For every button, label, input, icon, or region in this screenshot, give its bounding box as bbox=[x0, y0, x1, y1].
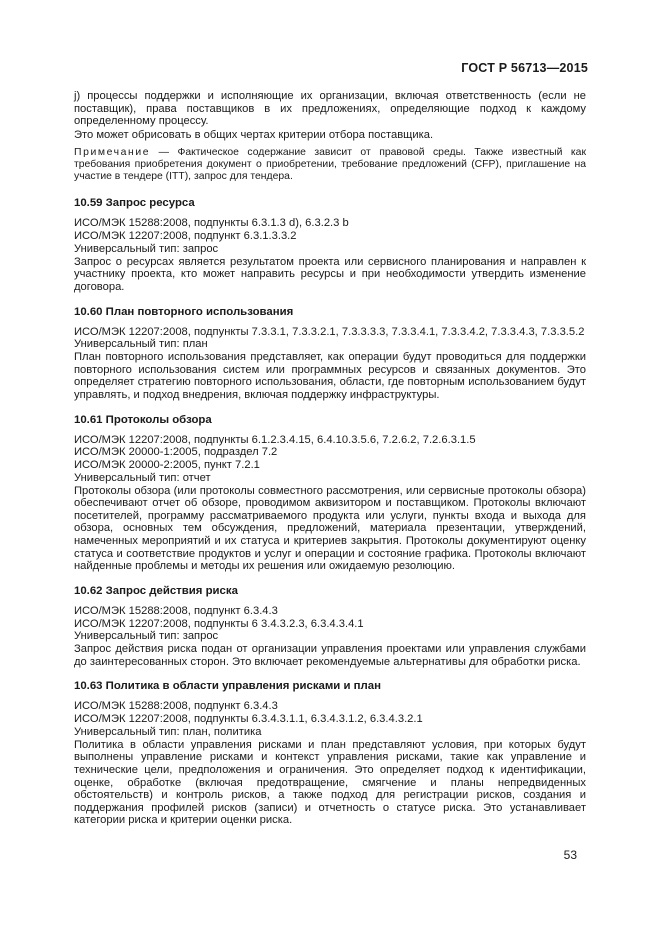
section-body: Запрос действия риска подан от организации управления проектами или управления службами до заинтересованных сторон. Это включает рекомендуемые альтернативы для обработки риска. bbox=[74, 643, 586, 668]
reference-line: ИСО/МЭК 15288:2008, подпункт 6.3.4.3 bbox=[74, 604, 278, 617]
reference-line: ИСО/МЭК 15288:2008, подпункты 6.3.1.3 d), 6.3.2.3 b bbox=[74, 217, 349, 230]
reference-line: ИСО/МЭК 12207:2008, подпункты 6.1.2.3.4.15, 6.4.10.3.5.6, 7.2.6.2, 7.2.6.3.1.5 bbox=[74, 433, 476, 446]
section-10-61 bbox=[74, 414, 586, 573]
page-content bbox=[74, 90, 586, 827]
reference-line: ИСО/МЭК 12207:2008, подпункты 6 3.4.3.2.3, 6.3.4.3.4.1 bbox=[74, 617, 364, 630]
reference-line: Универсальный тип: запрос bbox=[74, 630, 219, 643]
note-label: Примечание bbox=[74, 147, 151, 159]
section-body: Запрос о ресурсах является результатом проекта или сервисного планирования и направлен к участнику проекта, кто может направить ресурсы и при необходимости утвердить изменение договора. bbox=[74, 255, 586, 293]
reference-line: ИСО/МЭК 12207:2008, подпункты 7.3.3.1, 7.3.3.2.1, 7.3.3.3.3, 7.3.3.4.1, 7.3.3.4.2, 7.3.3.4.3, 7.3.3.5.2 bbox=[74, 325, 585, 338]
page-number: 53 bbox=[563, 848, 577, 862]
section-title: 10.62 Запрос действия риска bbox=[74, 584, 238, 597]
section-title: 10.60 План повторного использования bbox=[74, 305, 294, 318]
reference-line: Универсальный тип: запрос bbox=[74, 242, 219, 255]
intro-outline: Это может обрисовать в общих чертах критерии отбора поставщика. bbox=[74, 128, 434, 141]
section-10-59 bbox=[74, 197, 586, 293]
section-10-63 bbox=[74, 680, 586, 827]
reference-line: ИСО/МЭК 20000-2:2005, пункт 7.2.1 bbox=[74, 459, 260, 472]
note bbox=[74, 147, 586, 183]
reference-line: ИСО/МЭК 15288:2008, подпункт 6.3.4.3 bbox=[74, 700, 278, 713]
reference-line: ИСО/МЭК 12207:2008, подпункт 6.3.1.3.3.2 bbox=[74, 230, 297, 243]
reference-line: Универсальный тип: план bbox=[74, 338, 208, 351]
section-body: Протоколы обзора (или протоколы совместного рассмотрения, или сервисные протоколы обзора) обеспечивают отчет об обзоре, проводимом аквизитором и поставщиком. Протоколы включают посетителей, программу рассматриваемого продукта или услуги, пункты входа и выхода для обзора, основных тем обсуждения, предложений, материала презентации, утверждений, намеченных мероприятий и их статуса и критериев закрытия. Протоколы документируют оценку статуса и соответствие продуктов и услуг и операции и состояние графика. Протоколы включают найденные проблемы и методы их решения или ожидаемую резолюцию. bbox=[74, 484, 586, 573]
section-title: 10.63 Политика в области управления рисками и план bbox=[74, 680, 381, 693]
standard-code: ГОСТ Р 56713—2015 bbox=[461, 61, 588, 75]
section-title: 10.61 Протоколы обзора bbox=[74, 413, 212, 426]
section-body: Политика в области управления рисками и план представляют условия, при которых будут выполнены управление рисками и контекст управления рисками, такие как управление и технические цели, предположения и ограничения. Это определяет подход к идентификации, оценке, обработке (включая предотвращение, смягчение и планы непредвиденных обстоятельств) и контроль рисков, а также подход для регистрации рисков, создания и поддержания профилей рисков (записи) и отчетность о статусе риска. Это устанавливает категории риска и критерии оценки риска. bbox=[74, 738, 586, 827]
intro-paragraph: j) процессы поддержки и исполняющие их организации, включая ответственность (если не поставщик), права поставщиков в их предложениях, определяющие подход к каждому определенному процессу. bbox=[74, 90, 586, 128]
section-body: План повторного использования представляет, как операции будут проводиться для поддержки повторного использования систем или программных ресурсов и связанных документов. Это определяет стратегию повторного использования, области, где повторным использованием будут управлять, и подход внедрения, включая поддержку инфраструктуры. bbox=[74, 351, 586, 401]
reference-line: ИСО/МЭК 20000-1:2005, подраздел 7.2 bbox=[74, 446, 278, 459]
reference-line: Универсальный тип: план, политика bbox=[74, 726, 262, 739]
note-text: — Фактическое содержание зависит от правовой среды. Также известный как требования приобретения документ о приобретении, требование предложений (CFP), приглашение на участие в тендере (ITT), запрос для тендера. bbox=[74, 147, 586, 183]
section-10-60 bbox=[74, 306, 586, 402]
section-10-62 bbox=[74, 585, 586, 669]
section-title: 10.59 Запрос ресурса bbox=[74, 197, 195, 210]
reference-line: Универсальный тип: отчет bbox=[74, 471, 211, 484]
reference-line: ИСО/МЭК 12207:2008, подпункты 6.3.4.3.1.1, 6.3.4.3.1.2, 6.3.4.3.2.1 bbox=[74, 713, 423, 726]
